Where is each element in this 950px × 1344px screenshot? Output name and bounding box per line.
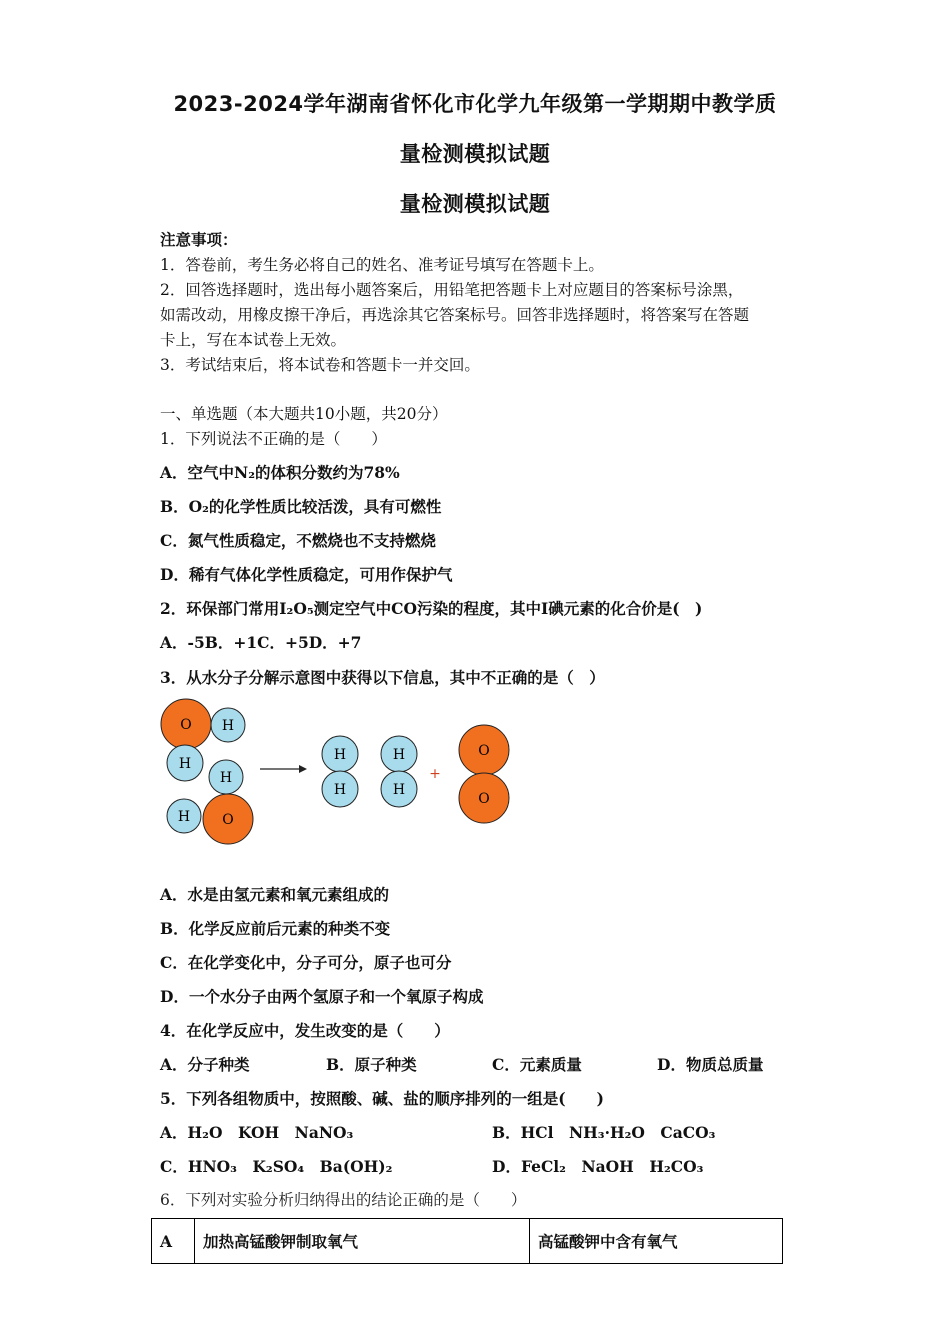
q5-option-b: B．HCl NH₃·H₂O CaCO₃ bbox=[492, 1123, 716, 1142]
q6-conclusion-cell: 高锰酸钾中含有氧气 bbox=[530, 1219, 783, 1264]
notice-item-2-line3: 卡上，写在本试卷上无效。 bbox=[160, 331, 347, 349]
q3-option-a: A．水是由氢元素和氧元素组成的 bbox=[160, 885, 390, 904]
arrow-head-icon bbox=[299, 765, 307, 773]
q5-stem: 5．下列各组物质中，按照酸、碱、盐的顺序排列的一组是( ) bbox=[160, 1089, 604, 1108]
atom-o-label: O bbox=[478, 743, 490, 759]
q1-option-d: D．稀有气体化学性质稳定，可用作保护气 bbox=[160, 565, 453, 584]
q1-option-a: A．空气中N₂的体积分数约为78% bbox=[160, 463, 400, 482]
exam-title-line3: 量检测模拟试题 bbox=[399, 192, 551, 216]
notice-heading: 注意事项： bbox=[160, 230, 238, 249]
atom-h-label: H bbox=[221, 718, 235, 734]
atom-h-label: H bbox=[333, 782, 347, 798]
notice-item-2-line1: 2．回答选择题时，选出每小题答案后，用铅笔把答题卡上对应题目的答案标号涂黑， bbox=[160, 281, 744, 299]
q6-experiment-cell: 加热高锰酸钾制取氧气 bbox=[195, 1219, 530, 1264]
atom-h-label: H bbox=[392, 782, 406, 798]
atom-o-label: O bbox=[222, 812, 234, 828]
q1-option-b: B．O₂的化学性质比较活泼，具有可燃性 bbox=[160, 497, 442, 516]
atom-o-label: O bbox=[478, 791, 490, 807]
q4-option-b: B．原子种类 bbox=[326, 1055, 417, 1074]
notice-item-1: 1．答卷前，考生务必将自己的姓名、准考证号填写在答题卡上。 bbox=[160, 256, 604, 274]
q6-row-label: A bbox=[152, 1219, 195, 1264]
atom-h-label: H bbox=[178, 756, 192, 772]
water-decomposition-diagram bbox=[150, 692, 530, 852]
q3-option-c: C．在化学变化中，分子可分，原子也可分 bbox=[160, 953, 452, 972]
atom-h-label: H bbox=[177, 809, 191, 825]
q5-option-a: A．H₂O KOH NaNO₃ bbox=[160, 1123, 354, 1142]
table-row bbox=[152, 1219, 783, 1264]
q5-option-c: C．HNO₃ K₂SO₄ Ba(OH)₂ bbox=[160, 1157, 393, 1176]
q2-stem: 2．环保部门常用I₂O₅测定空气中CO污染的程度，其中I碘元素的化合价是( ) bbox=[160, 599, 703, 618]
notice-item-3: 3．考试结束后，将本试卷和答题卡一并交回。 bbox=[160, 356, 480, 374]
q4-option-c: C．元素质量 bbox=[492, 1055, 582, 1074]
section-heading: 一、单选题（本大题共10小题，共20分） bbox=[160, 405, 448, 423]
q3-option-b: B．化学反应前后元素的种类不变 bbox=[160, 919, 391, 938]
q6-stem: 6．下列对实验分析归纳得出的结论正确的是（ ） bbox=[160, 1191, 527, 1209]
q2-options: A．-5B．+1C．+5D．+7 bbox=[160, 633, 362, 652]
atom-h-label: H bbox=[219, 770, 233, 786]
atom-h-label: H bbox=[392, 747, 406, 763]
exam-title-line1: 2023-2024学年湖南省怀化市化学九年级第一学期期中教学质 bbox=[173, 92, 777, 116]
atom-o-label: O bbox=[180, 717, 192, 733]
q6-table bbox=[151, 1218, 783, 1264]
q5-option-d: D．FeCl₂ NaOH H₂CO₃ bbox=[492, 1157, 704, 1176]
q1-option-c: C．氮气性质稳定，不燃烧也不支持燃烧 bbox=[160, 531, 436, 550]
q3-stem: 3．从水分子分解示意图中获得以下信息，其中不正确的是（ ） bbox=[160, 668, 605, 687]
q4-stem: 4．在化学反应中，发生改变的是（ ） bbox=[160, 1021, 450, 1040]
exam-title-line2: 量检测模拟试题 bbox=[399, 142, 551, 166]
q1-stem: 1．下列说法不正确的是（ ） bbox=[160, 430, 387, 448]
atom-h-label: H bbox=[333, 747, 347, 763]
q4-option-a: A．分子种类 bbox=[160, 1055, 250, 1074]
plus-sign: + bbox=[429, 766, 441, 782]
q3-option-d: D．一个水分子由两个氢原子和一个氧原子构成 bbox=[160, 987, 484, 1006]
q4-option-d: D．物质总质量 bbox=[657, 1055, 764, 1074]
notice-item-2-line2: 如需改动，用橡皮擦干净后，再选涂其它答案标号。回答非选择题时，将答案写在答题 bbox=[160, 306, 750, 324]
